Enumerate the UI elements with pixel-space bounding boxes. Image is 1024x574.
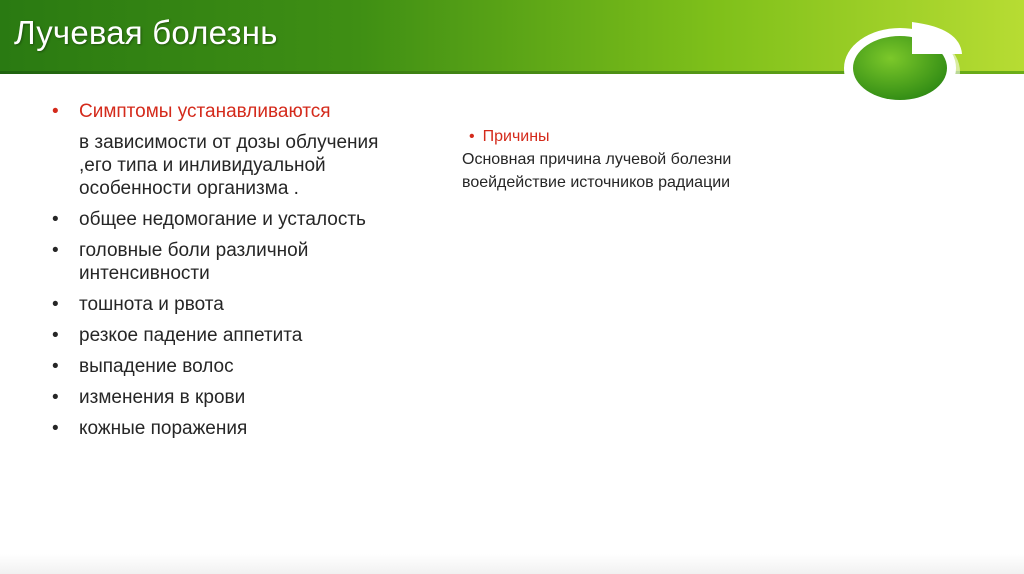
symptom-text: тошнота и рвота (79, 294, 224, 315)
slide-title: Лучевая болезнь (14, 14, 278, 51)
symptom-text: головные боли различной интенсивности (79, 240, 309, 284)
symptom-text: резкое падение аппетита (79, 325, 303, 346)
bullet: • (52, 418, 59, 439)
symptom-items (48, 208, 418, 440)
bullet: • (52, 356, 59, 377)
bottom-fade (0, 554, 1024, 574)
list-item (48, 324, 418, 347)
bullet: • (52, 325, 59, 346)
bullet: • (469, 128, 475, 145)
symptoms-intro-line: в зависимости от дозы облучения (79, 132, 379, 153)
bullet: • (52, 294, 59, 315)
list-item (48, 293, 418, 316)
list-item (48, 239, 418, 285)
bullet: • (52, 387, 59, 408)
symptoms-heading-text: Симптомы устанавливаются (79, 101, 331, 122)
list-item (48, 386, 418, 409)
symptoms-list (48, 100, 418, 123)
causes-text (462, 148, 842, 194)
list-item (48, 417, 418, 440)
symptoms-column (48, 100, 418, 448)
bullet: • (52, 101, 59, 122)
pie-chart-logo-icon (838, 8, 988, 120)
symptom-text: общее недомогание и усталость (79, 209, 366, 230)
causes-line: Основная причина лучевой болезни (462, 151, 732, 168)
symptoms-intro-line: особенности организма . (79, 178, 299, 199)
list-item (48, 208, 418, 231)
symptom-text: кожные поражения (79, 418, 248, 439)
causes-heading (462, 125, 842, 148)
causes-line: воейдействие источников радиации (462, 174, 731, 191)
symptom-text: выпадение волос (79, 356, 234, 377)
causes-column (462, 125, 842, 194)
symptom-text: изменения в крови (79, 387, 246, 408)
causes-heading-text: Причины (482, 128, 550, 145)
bullet: • (52, 240, 59, 261)
bullet: • (52, 209, 59, 230)
list-item (48, 355, 418, 378)
symptoms-heading (48, 100, 418, 123)
symptoms-intro (48, 131, 418, 200)
symptoms-intro-line: ,его типа и инливидуальной (79, 155, 326, 176)
